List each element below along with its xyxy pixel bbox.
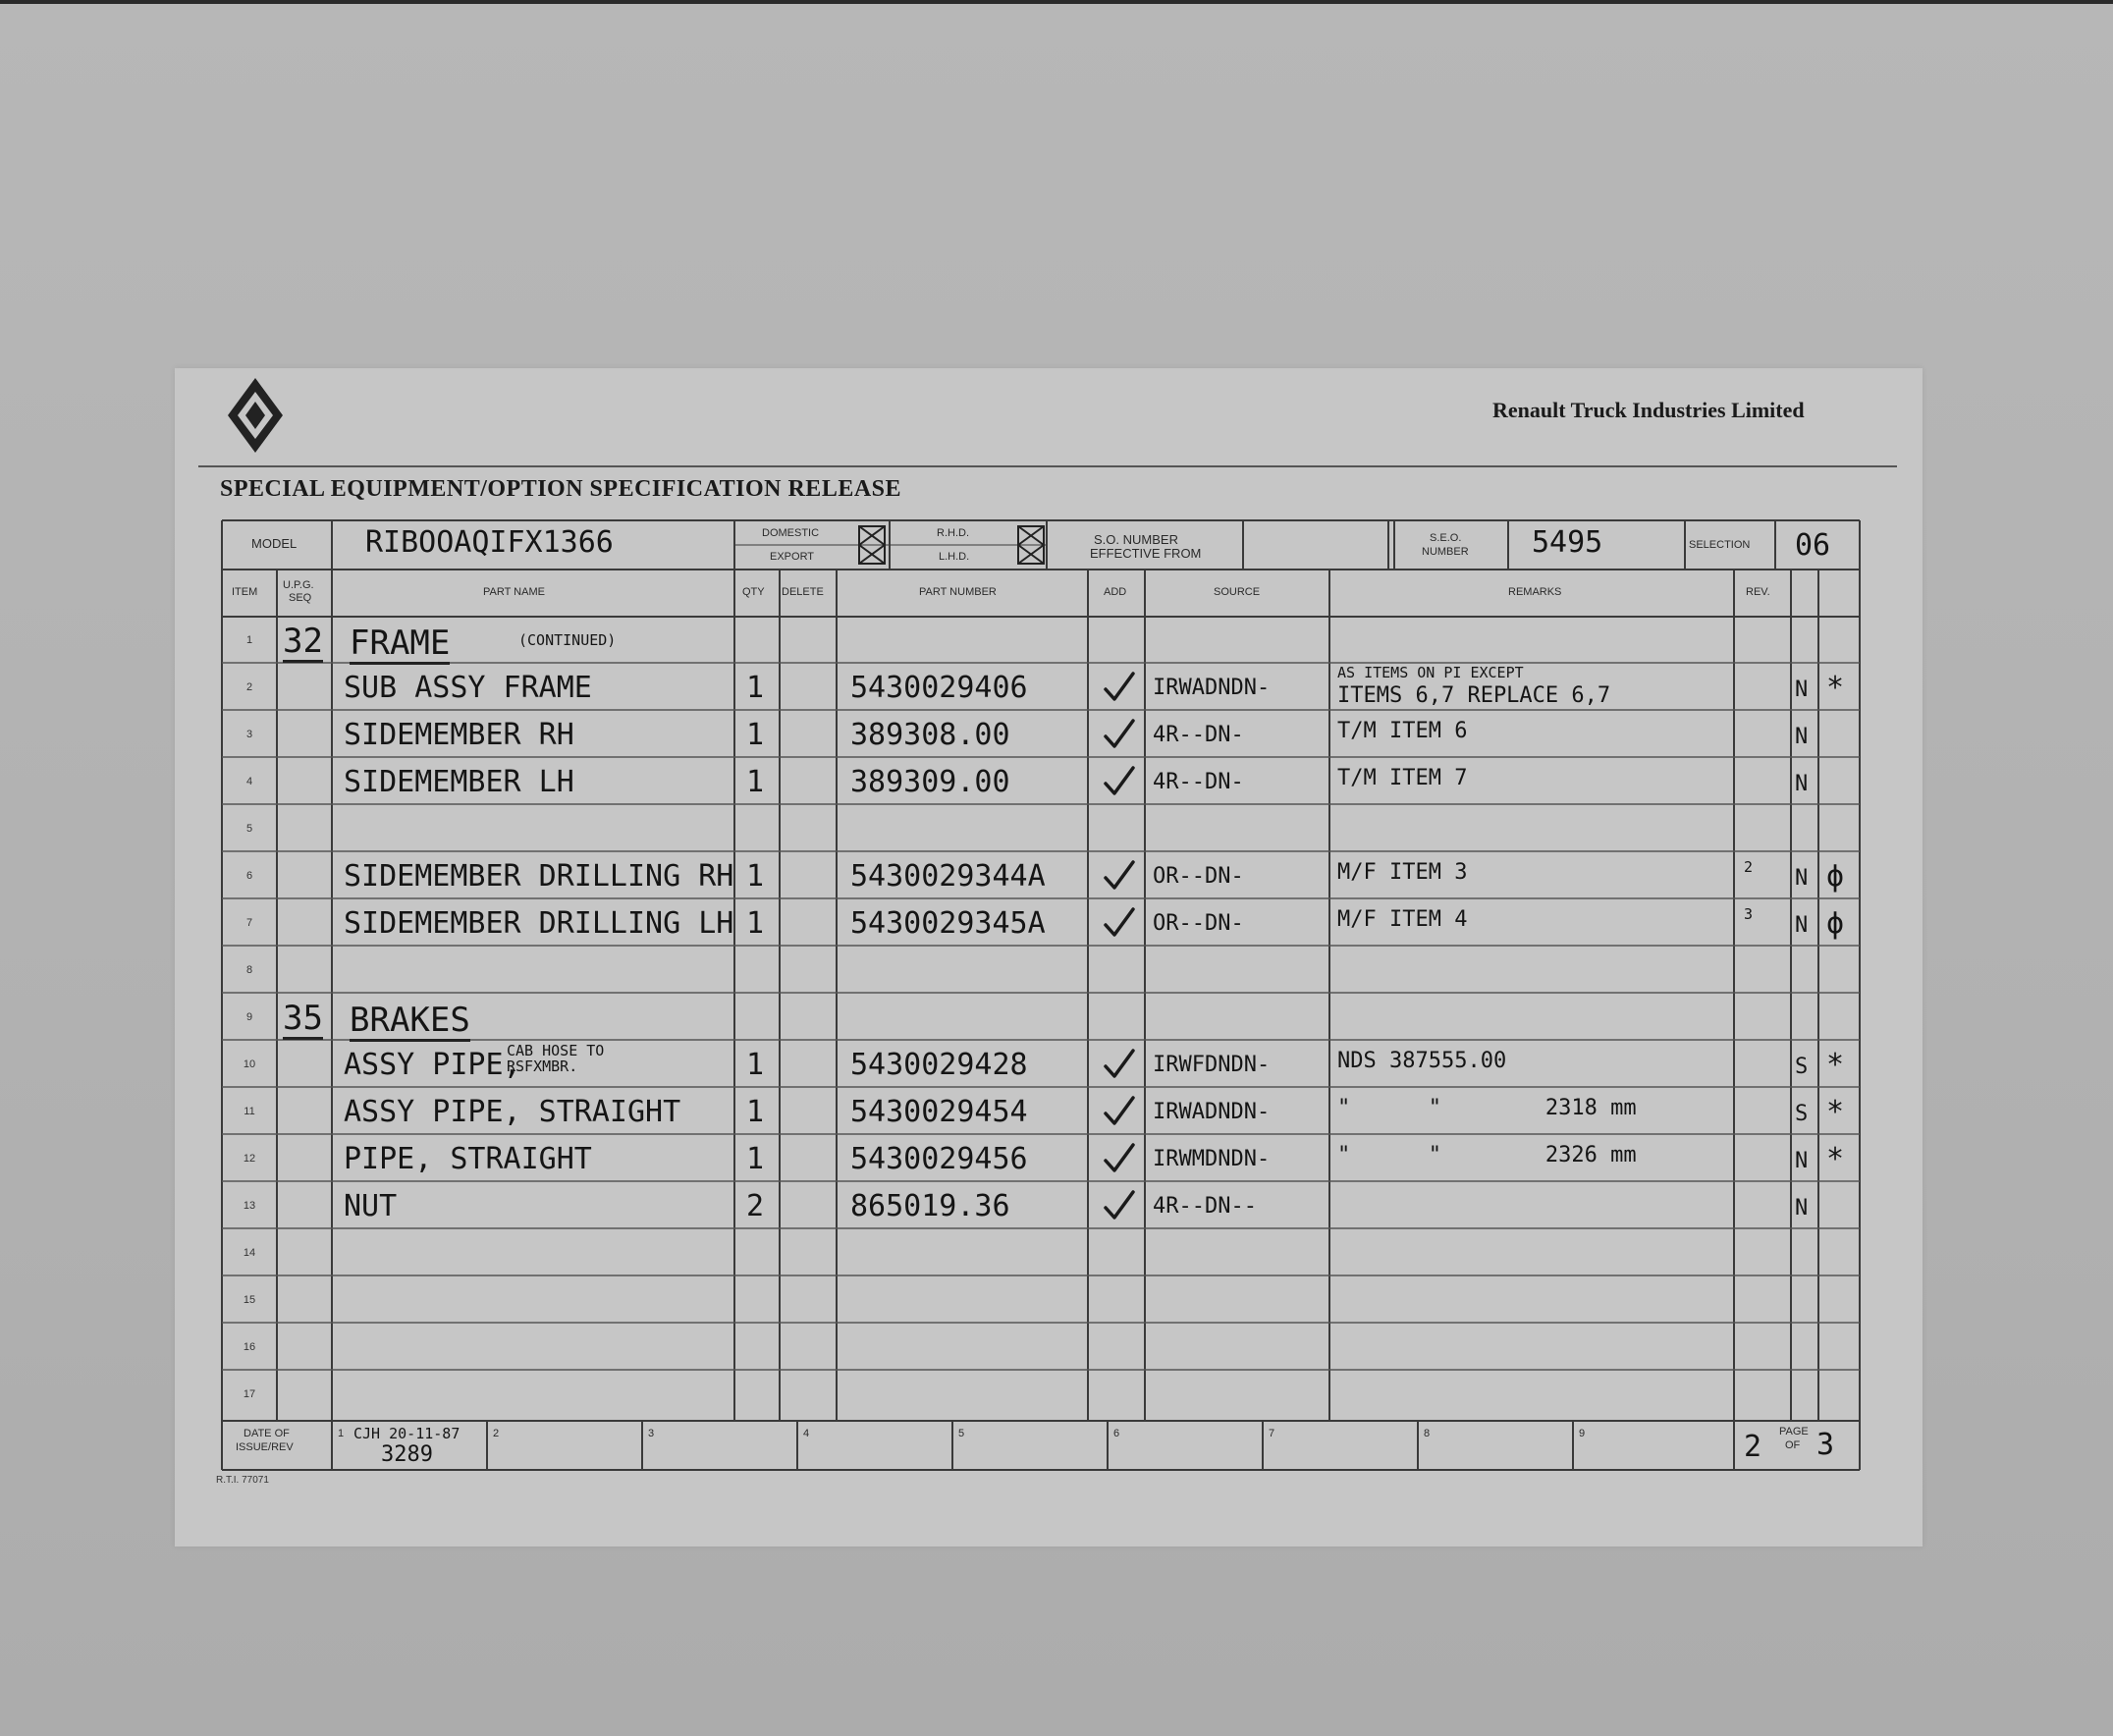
rhd-lhd-crossed-box-icon	[1017, 525, 1045, 565]
domestic-label: DOMESTIC	[762, 527, 820, 539]
row-item-number: 1	[245, 634, 253, 646]
add-check-icon	[1100, 1186, 1139, 1225]
upg-seq-code: 32	[283, 622, 323, 661]
col-add: ADD	[1104, 586, 1127, 598]
rev-box-5-number: 5	[958, 1428, 965, 1439]
source-code: 4R--DN--	[1153, 1194, 1257, 1219]
form-title: SPECIAL EQUIPMENT/OPTION SPECIFICATION RELEASE	[220, 476, 902, 502]
status-mark: *	[1826, 1142, 1845, 1176]
part-name: NUT	[344, 1189, 398, 1223]
qty-value: 1	[746, 1048, 765, 1082]
row-item-number: 2	[245, 681, 253, 693]
model-value: RIBOOAQIFX1366	[365, 525, 614, 560]
part-number-value: 865019.36	[850, 1189, 1010, 1223]
qty-value: 1	[746, 718, 765, 752]
part-name: SIDEMEMBER DRILLING RH	[344, 859, 734, 894]
company-name: Renault Truck Industries Limited	[1492, 398, 1805, 422]
selection-label: SELECTION	[1689, 539, 1751, 551]
sf-flag: N	[1795, 913, 1809, 938]
col-part-name: PART NAME	[483, 586, 545, 598]
export-label: EXPORT	[770, 551, 815, 563]
rev-box-1-number: 1	[338, 1428, 345, 1439]
seo-number-value: 5495	[1532, 525, 1603, 560]
page-current: 2	[1744, 1430, 1762, 1464]
part-number-value: 5430029344A	[850, 859, 1046, 894]
page-total: 3	[1816, 1428, 1835, 1462]
row-item-number: 10	[243, 1058, 256, 1070]
rev-box-7-number: 7	[1269, 1428, 1275, 1439]
row-item-number: 8	[245, 964, 253, 976]
add-check-icon	[1100, 715, 1139, 754]
qty-value: 1	[746, 765, 765, 799]
col-seq: SEQ	[289, 592, 312, 604]
remarks-line-1: AS ITEMS ON PI EXCEPT	[1337, 664, 1524, 681]
source-code: IRWADNDN-	[1153, 676, 1271, 700]
part-name-note: (CONTINUED)	[518, 631, 617, 649]
part-name: SIDEMEMBER RH	[344, 718, 574, 752]
part-number-value: 389308.00	[850, 718, 1010, 752]
sf-flag: N	[1795, 772, 1809, 796]
form-code: R.T.I. 77071	[216, 1475, 269, 1486]
part-number-value: 389309.00	[850, 765, 1010, 799]
rev-box-2-number: 2	[493, 1428, 500, 1439]
part-name: SUB ASSY FRAME	[344, 671, 592, 705]
specification-sheet	[175, 368, 1923, 1546]
sf-flag: N	[1795, 725, 1809, 749]
status-mark: ϕ	[1826, 859, 1845, 894]
row-item-number: 11	[244, 1106, 255, 1117]
status-mark: *	[1826, 671, 1845, 705]
rev-1-signature: CJH 20-11-87	[353, 1425, 461, 1442]
row-item-number: 12	[243, 1153, 256, 1165]
part-number-value: 5430029428	[850, 1048, 1028, 1082]
sf-flag: N	[1795, 866, 1809, 891]
col-remarks: REMARKS	[1508, 586, 1562, 598]
remarks-text: " " 2326 mm	[1337, 1143, 1637, 1167]
source-code: OR--DN-	[1153, 911, 1244, 936]
lhd-label: L.H.D.	[939, 551, 970, 563]
page-label: PAGE	[1779, 1426, 1809, 1438]
qty-value: 1	[746, 671, 765, 705]
rev-box-9-number: 9	[1579, 1428, 1586, 1439]
upg-seq-code: 35	[283, 999, 323, 1038]
status-mark: *	[1826, 1048, 1845, 1082]
sf-flag: N	[1795, 678, 1809, 702]
row-item-number: 14	[243, 1247, 256, 1259]
source-code: IRWADNDN-	[1153, 1100, 1271, 1124]
domestic-export-crossed-box-icon	[858, 525, 886, 565]
col-rev: REV.	[1746, 586, 1770, 598]
part-name: SIDEMEMBER LH	[344, 765, 574, 799]
sf-flag: N	[1795, 1196, 1809, 1221]
row-item-number: 3	[245, 729, 253, 740]
remarks-text: " " 2318 mm	[1337, 1096, 1637, 1120]
rev-box-3-number: 3	[648, 1428, 655, 1439]
col-source: SOURCE	[1214, 586, 1261, 598]
effective-from-label: EFFECTIVE FROM	[1090, 546, 1202, 561]
qty-value: 1	[746, 1095, 765, 1129]
add-check-icon	[1100, 1139, 1139, 1178]
qty-value: 1	[746, 1142, 765, 1176]
remarks-text: NDS 387555.00	[1337, 1049, 1507, 1073]
remarks-line-2: ITEMS 6,7 REPLACE 6,7	[1337, 683, 1611, 708]
row-item-number: 7	[245, 917, 253, 929]
col-item: ITEM	[232, 586, 258, 598]
film-edge	[0, 0, 2113, 4]
sf-flag: S	[1795, 1102, 1809, 1126]
source-code: OR--DN-	[1153, 864, 1244, 889]
part-name: ASSY PIPE,	[344, 1048, 521, 1082]
sf-flag: N	[1795, 1149, 1809, 1173]
rev-1-code: 3289	[381, 1442, 433, 1467]
of-label: OF	[1785, 1439, 1801, 1451]
part-number-value: 5430029454	[850, 1095, 1028, 1129]
row-item-number: 6	[245, 870, 253, 882]
part-name-note: CAB HOSE TO RSFXMBR.	[507, 1042, 605, 1075]
remarks-text: T/M ITEM 6	[1337, 719, 1468, 743]
so-number-label: S.O. NUMBER	[1094, 532, 1178, 547]
add-check-icon	[1100, 1045, 1139, 1084]
add-check-icon	[1100, 856, 1139, 895]
source-code: IRWFDNDN-	[1153, 1053, 1271, 1077]
row-item-number: 9	[245, 1011, 253, 1023]
qty-value: 2	[746, 1189, 765, 1223]
remarks-text: T/M ITEM 7	[1337, 766, 1468, 790]
part-number-value: 5430029456	[850, 1142, 1028, 1176]
row-item-number: 4	[245, 776, 253, 787]
source-code: 4R--DN-	[1153, 723, 1244, 747]
col-delete: DELETE	[782, 586, 824, 598]
row-item-number: 5	[245, 823, 253, 835]
rev-box-6-number: 6	[1113, 1428, 1120, 1439]
rev-value: 2	[1744, 858, 1754, 876]
part-number-value: 5430029345A	[850, 906, 1046, 941]
source-code: IRWMDNDN-	[1153, 1147, 1271, 1171]
row-item-number: 13	[243, 1200, 256, 1212]
part-number-value: 5430029406	[850, 671, 1028, 705]
col-qty: QTY	[742, 586, 765, 598]
selection-value: 06	[1795, 528, 1831, 563]
col-upg: U.P.G.	[283, 579, 314, 591]
row-item-number: 16	[243, 1341, 256, 1353]
part-name: SIDEMEMBER DRILLING LH	[344, 906, 734, 941]
row-item-number: 15	[243, 1294, 256, 1306]
add-check-icon	[1100, 903, 1139, 943]
add-check-icon	[1100, 668, 1139, 707]
status-mark: ϕ	[1826, 906, 1845, 941]
seo-number-label-2: NUMBER	[1422, 546, 1469, 558]
add-check-icon	[1100, 1092, 1139, 1131]
remarks-text: M/F ITEM 3	[1337, 860, 1468, 885]
rev-box-4-number: 4	[803, 1428, 810, 1439]
issue-rev-label: ISSUE/REV	[236, 1441, 294, 1453]
qty-value: 1	[746, 906, 765, 941]
section-heading: BRAKES	[350, 1001, 470, 1040]
row-item-number: 17	[243, 1388, 256, 1400]
add-check-icon	[1100, 762, 1139, 801]
sf-flag: S	[1795, 1055, 1809, 1079]
rev-box-8-number: 8	[1424, 1428, 1431, 1439]
rhd-label: R.H.D.	[937, 527, 969, 539]
seo-number-label: S.E.O.	[1430, 532, 1462, 544]
status-mark: *	[1826, 1095, 1845, 1129]
col-part-number: PART NUMBER	[919, 586, 997, 598]
rev-value: 3	[1744, 905, 1754, 923]
remarks-text: M/F ITEM 4	[1337, 907, 1468, 932]
qty-value: 1	[746, 859, 765, 894]
part-name: ASSY PIPE, STRAIGHT	[344, 1095, 681, 1129]
part-name: PIPE, STRAIGHT	[344, 1142, 592, 1176]
section-heading: FRAME	[350, 624, 451, 663]
model-label: MODEL	[251, 536, 298, 551]
date-of-issue-label: DATE OF	[244, 1428, 290, 1439]
source-code: 4R--DN-	[1153, 770, 1244, 794]
